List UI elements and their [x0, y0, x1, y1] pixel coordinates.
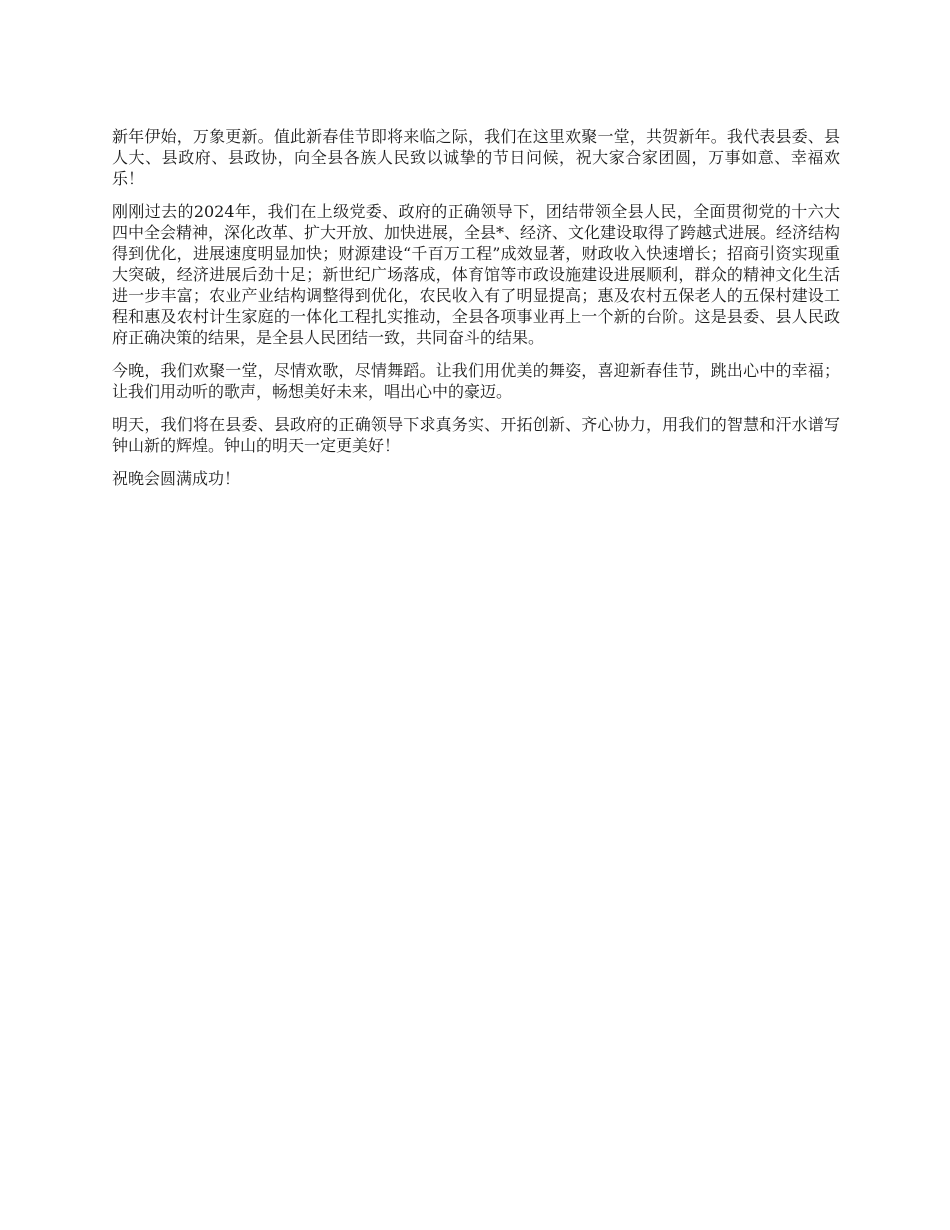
paragraph-review: 刚刚过去的2024年，我们在上级党委、政府的正确领导下，团结带领全县人民，全面贯彻党的十六大四中全会精神，深化改革、扩大开放、加快进展，全县*、经济、文化建设取得了跨越式进展。经济结构得到优化，进展速度明显加快；财源建设“千百万工程”成效显著，财政收入快速增长；招商引资实现重大突破，经济进展后劲十足；新世纪广场落成，体育馆等市政设施建设进展顺利，群众的精神文化生活进一步丰富；农业产业结构调整得到优化，农民收入有了明显提高；惠及农村五保老人的五保村建设工程和惠及农村计生家庭的一体化工程扎实推动，全县各项事业再上一个新的台阶。这是县委、县人民政府正确决策的结果，是全县人民团结一致，共同奋斗的结果。	[112, 202, 841, 347]
paragraph-future: 明天，我们将在县委、县政府的正确领导下求真务实、开拓创新、齐心协力，用我们的智慧和汗水谱写钟山新的辉煌。钟山的明天一定更美好！	[112, 415, 840, 455]
paragraph-tonight: 今晚，我们欢聚一堂，尽情欢歌，尽情舞蹈。让我们用优美的舞姿，喜迎新春佳节，跳出心中的幸福；让我们用动听的歌声，畅想美好未来，唱出心中的豪迈。	[112, 361, 840, 401]
document-body	[112, 126, 840, 501]
paragraph-closing: 祝晚会圆满成功！	[112, 469, 241, 488]
paragraph-greeting: 新年伊始，万象更新。值此新春佳节即将来临之际，我们在这里欢聚一堂，共贺新年。我代表县委、县人大、县政府、县政协，向全县各族人民致以诚挚的节日问候，祝大家合家团圆，万事如意、幸福欢乐！	[112, 127, 840, 188]
